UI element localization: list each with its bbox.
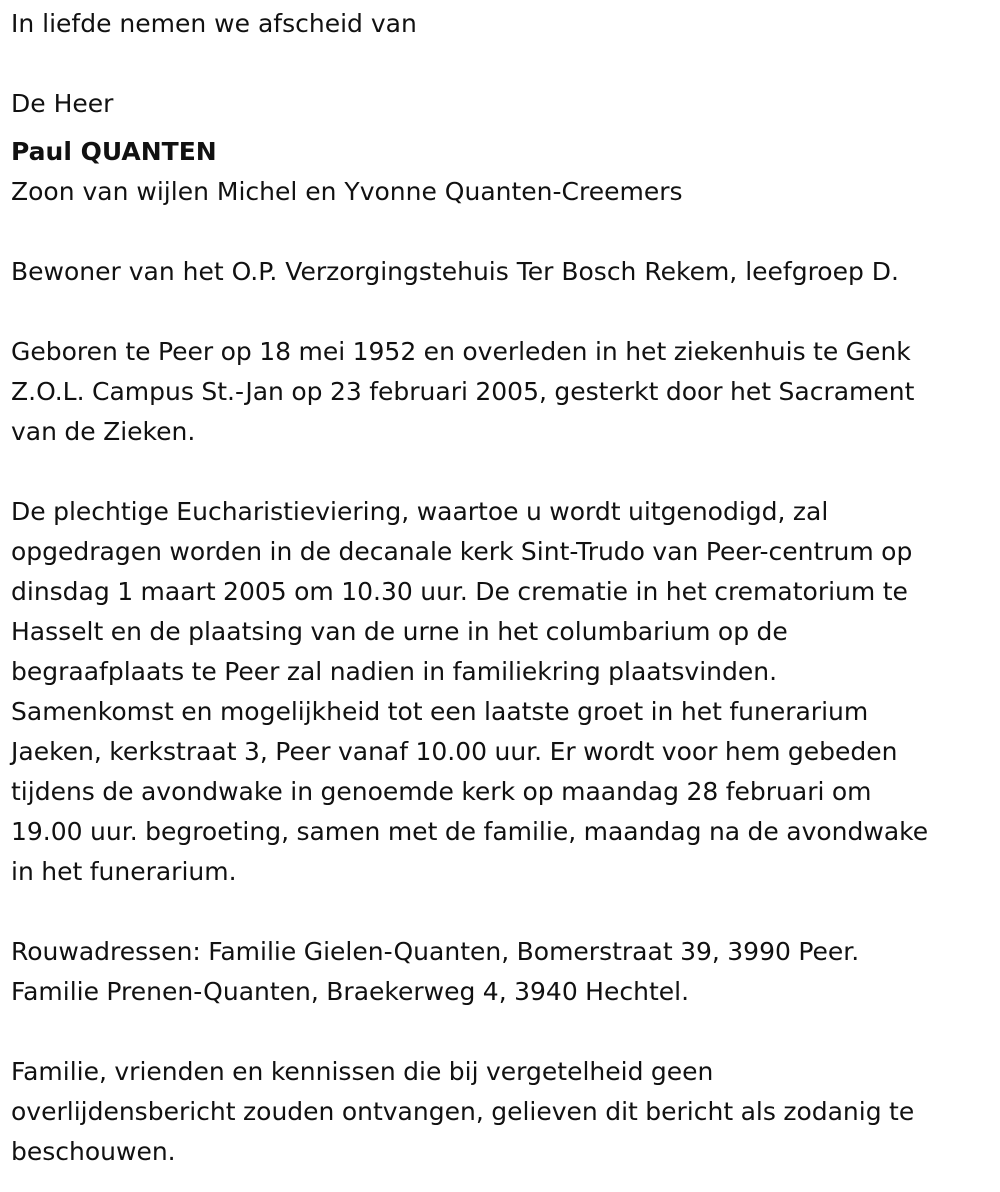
addresses-paragraph bbox=[11, 932, 986, 1012]
text-line: van de Zieken. bbox=[11, 417, 196, 446]
text-line: beschouwen. bbox=[11, 1137, 176, 1166]
deceased-name: Paul QUANTEN bbox=[11, 137, 217, 166]
text-line: in het funerarium. bbox=[11, 857, 237, 886]
text-line: De plechtige Eucharistieviering, waartoe u wordt uitgenodigd, zal bbox=[11, 497, 829, 526]
honorific: De Heer bbox=[11, 89, 114, 118]
parents-line: Zoon van wijlen Michel en Yvonne Quanten-Creemers bbox=[11, 177, 683, 206]
closing-paragraph bbox=[11, 1052, 986, 1172]
residence-line: Bewoner van het O.P. Verzorgingstehuis Ter Bosch Rekem, leefgroep D. bbox=[11, 257, 899, 286]
text-line: Familie, vrienden en kennissen die bij vergetelheid geen bbox=[11, 1057, 714, 1086]
text-line: Z.O.L. Campus St.-Jan op 23 februari 2005, gesterkt door het Sacrament bbox=[11, 377, 915, 406]
spacer bbox=[11, 44, 986, 84]
text-line: begraafplaats te Peer zal nadien in familiekring plaatsvinden. bbox=[11, 657, 778, 686]
text-line: 19.00 uur. begroeting, samen met de familie, maandag na de avondwake bbox=[11, 817, 929, 846]
text-line: dinsdag 1 maart 2005 om 10.30 uur. De crematie in het crematorium te bbox=[11, 577, 908, 606]
spacer bbox=[11, 892, 986, 932]
intro-line: In liefde nemen we afscheid van bbox=[11, 9, 417, 38]
text-line: overlijdensbericht zouden ontvangen, gelieven dit bericht als zodanig te bbox=[11, 1097, 915, 1126]
text-line: Geboren te Peer op 18 mei 1952 en overleden in het ziekenhuis te Genk bbox=[11, 337, 911, 366]
text-line: Familie Prenen-Quanten, Braekerweg 4, 3940 Hechtel. bbox=[11, 977, 690, 1006]
spacer bbox=[11, 1012, 986, 1052]
text-line: Samenkomst en mogelijkheid tot een laatste groet in het funerarium bbox=[11, 697, 869, 726]
text-line: opgedragen worden in de decanale kerk Sint-Trudo van Peer-centrum op bbox=[11, 537, 913, 566]
text-line: Rouwadressen: Familie Gielen-Quanten, Bomerstraat 39, 3990 Peer. bbox=[11, 937, 860, 966]
text-line: Jaeken, kerkstraat 3, Peer vanaf 10.00 uur. Er wordt voor hem gebeden bbox=[11, 737, 898, 766]
ceremony-paragraph bbox=[11, 492, 986, 892]
spacer bbox=[11, 452, 986, 492]
birth-death-paragraph bbox=[11, 332, 986, 452]
text-line: tijdens de avondwake in genoemde kerk op maandag 28 februari om bbox=[11, 777, 872, 806]
spacer bbox=[11, 212, 986, 252]
spacer bbox=[11, 292, 986, 332]
text-line: Hasselt en de plaatsing van de urne in het columbarium op de bbox=[11, 617, 788, 646]
